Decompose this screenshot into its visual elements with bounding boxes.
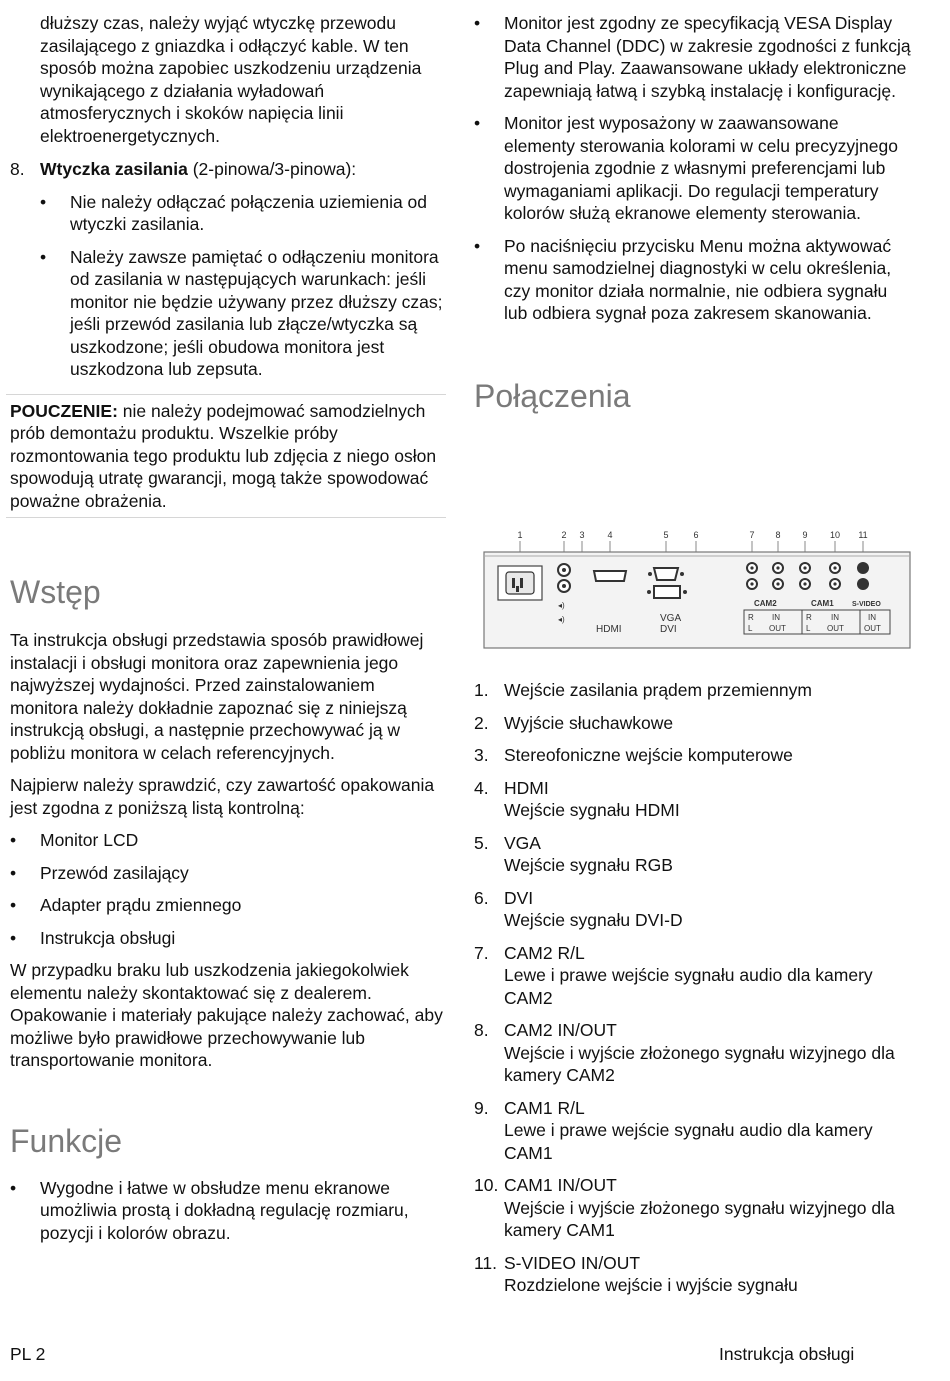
connection-title: Wyjście słuchawkowe <box>504 712 674 733</box>
diagram-l-label: L <box>748 624 753 633</box>
diagram-r-label: R <box>748 613 754 622</box>
feature-bullet <box>474 12 914 102</box>
diagram-number: 10 <box>829 530 841 540</box>
bullet-dot: • <box>10 830 17 850</box>
feature-bullet <box>474 235 914 325</box>
section-heading-funkcje: Funkcje <box>10 1122 123 1159</box>
diagram-out-label: OUT <box>769 624 786 633</box>
bullet-dot: • <box>40 191 47 212</box>
connection-number: 1. <box>474 680 489 700</box>
wstep-paragraph-1: Ta instrukcja obsługi przedstawia sposób prawidłowej instalacji i obsługi monitora oraz zapewnienia jego najwyższej wydajności. Przed zainstalowaniem monitora należy dokładnie zapoznać się z niniejszą instrukcją obsługi, a następnie przechowywać ją w pobliżu monitora w celach referencyjnych. <box>10 630 424 763</box>
connection-item <box>474 1097 914 1165</box>
svideo-in-port-icon <box>857 562 869 574</box>
dvi-label: DVI <box>660 624 677 635</box>
diagram-number: 1 <box>517 530 523 540</box>
footer-title: Instrukcja obsługi <box>719 1344 855 1364</box>
connection-title: DVI <box>504 887 534 908</box>
connection-description: Wejście i wyjście złożonego sygnału wizyjnego dla kamery CAM1 <box>504 1197 895 1240</box>
connections-list <box>474 679 914 1297</box>
connection-number: 11. <box>474 1252 498 1273</box>
diagram-number: 2 <box>561 530 567 540</box>
diagram-number: 3 <box>579 530 585 540</box>
connection-number: 5. <box>474 832 489 853</box>
diagram-out-label: OUT <box>827 624 844 633</box>
vga-port-icon <box>654 568 678 580</box>
connection-title: HDMI <box>504 777 549 798</box>
feature-bullet-text: Wygodne i łatwe w obsłudze menu ekranowe umożliwia prostą i dokładną regulację rozmiaru, pozycji i kolorów obrazu. <box>40 1177 409 1243</box>
wstep-paragraph-3: W przypadku braku lub uszkodzenia jakiegokolwiek elementu należy skontaktować się z dealerem. Opakowanie i materiały pakujące należy zachować, aby możliwe było prawidłowe przechowywanie lub transportowanie monitora. <box>10 960 443 1070</box>
diagram-number: 7 <box>749 530 755 540</box>
connection-description: Wejście i wyjście złożonego sygnału wizyjnego dla kamery CAM2 <box>504 1042 895 1085</box>
feature-bullet-text: Monitor jest wyposażony w zaawansowane elementy sterowania kolorami w celu precyzyjnego dostrojenia zgodnie z własnymi preferencjami lub wymaganiami aplikacji. Do regulacji temperatury kolorów służą ekranowe elementy sterowania. <box>504 113 898 223</box>
feature-bullet-text: Po naciśnięciu przycisku Menu można aktywować menu samodzielnej diagnostyki w celu określenia, czy monitor działa normalnie, nie odbiera sygnału lub odbiera sygnał poza zakresem skanowania. <box>504 235 892 323</box>
connection-number: 9. <box>474 1097 489 1118</box>
bullet-dot: • <box>10 862 17 883</box>
connection-title: CAM1 IN/OUT <box>504 1175 617 1195</box>
connection-description: Lewe i prawe wejście sygnału audio dla kamery CAM2 <box>504 965 873 1008</box>
connection-title: S-VIDEO IN/OUT <box>504 1252 641 1273</box>
hdmi-port-icon <box>594 571 626 581</box>
cam2-label: CAM2 <box>754 599 777 608</box>
diagram-number: 8 <box>775 530 781 540</box>
divider-bottom <box>6 517 446 518</box>
checklist-item <box>10 829 446 852</box>
connection-number: 2. <box>474 712 489 733</box>
left-column <box>10 12 446 1244</box>
connection-description: Wejście sygnału DVI-D <box>504 910 683 930</box>
item-8-bullet-text: Należy zawsze pamiętać o odłączeniu monitora od zasilania w następujących warunkach: jeśli monitor nie będzie używany przez dłuższy czas; jeśli przewód zasilania lub złącze/wtyczka są uszkodzone; jeśli obudowa monitora jest uszkodzona lub zepsuta. <box>70 246 443 379</box>
dvi-port-icon <box>654 586 680 598</box>
connection-description: Wejście sygnału RGB <box>504 855 673 875</box>
hdmi-label: HDMI <box>596 624 622 635</box>
section-heading-wstep: Wstęp <box>10 574 101 610</box>
item-8-title: Wtyczka zasilania <box>40 159 188 179</box>
connection-item <box>474 942 914 1010</box>
bullet-dot: • <box>10 927 17 948</box>
connection-description: Wejście sygnału HDMI <box>504 800 680 820</box>
diagram-in-label: IN <box>772 613 780 622</box>
connection-title: CAM2 R/L <box>504 942 585 963</box>
checklist-item <box>10 927 446 950</box>
right-column <box>474 12 914 415</box>
divider-top <box>6 394 446 395</box>
connection-title: Wejście zasilania prądem przemiennym <box>504 680 812 700</box>
diagram-number: 4 <box>607 530 613 540</box>
item-8-bullet-text: Nie należy odłączać połączenia uziemienia od wtyczki zasilania. <box>70 191 428 234</box>
svg-text:◂): ◂) <box>558 601 565 610</box>
connection-number: 6. <box>474 887 489 908</box>
diagram-r-label: R <box>806 613 812 622</box>
diagram-number: 11 <box>858 530 868 540</box>
feature-bullet-text: Monitor jest zgodny ze specyfikacją VESA Display Data Channel (DDC) w zakresie zgodności z funkcją Plug and Play. Zaawansowane układy elektroniczne zapewniają łatwą i szybką instalację i konfigurację. <box>504 13 911 101</box>
bullet-dot: • <box>10 895 17 915</box>
diagram-l-label: L <box>806 624 811 633</box>
item-8-heading <box>40 158 446 181</box>
diagram-in-label: IN <box>831 613 839 622</box>
diagram-number: 5 <box>663 530 669 540</box>
bullet-dot: • <box>474 113 481 133</box>
connection-title: Stereofoniczne wejście komputerowe <box>504 745 793 765</box>
item-8-bullet <box>10 246 446 381</box>
section-heading-polaczenia: Połączenia <box>474 377 631 414</box>
checklist-item-text: Przewód zasilający <box>40 862 189 883</box>
connection-item <box>474 712 914 735</box>
checklist-item <box>10 862 446 885</box>
feature-bullet <box>10 1177 446 1245</box>
connection-description: Rozdzielone wejście i wyjście sygnału <box>504 1275 798 1295</box>
connection-item <box>474 1019 914 1087</box>
connection-title: VGA <box>504 832 541 853</box>
item-8 <box>10 158 446 181</box>
connector-panel-svg <box>476 528 914 653</box>
bullet-dot: • <box>10 1177 17 1198</box>
warning-label: POUCZENIE: <box>10 400 118 421</box>
svg-text:◂): ◂) <box>558 615 565 624</box>
diagram-number: 6 <box>693 530 699 540</box>
checklist-item-text: Monitor LCD <box>40 830 139 850</box>
intro-continuation: dłuższy czas, należy wyjąć wtyczkę przewodu zasilającego z gniazdka i odłączyć kable. W ten sposób można zapobiec uszkodzeniu urządzenia wynikającego z działania wyładowań atmosferycznych i skoków napięcia linii elektroenergetycznych. <box>40 13 422 146</box>
connection-item <box>474 1252 914 1297</box>
connection-item <box>474 679 914 702</box>
connection-item <box>474 832 914 877</box>
wstep-paragraph-2: Najpierw należy sprawdzić, czy zawartość opakowania jest zgodna z poniższą listą kontrolną: <box>10 775 435 818</box>
diagram-out-label: OUT <box>864 624 881 633</box>
item-8-number: 8. <box>10 159 25 179</box>
svideo-out-port-icon <box>857 578 869 590</box>
connection-item <box>474 887 914 932</box>
item-8-rest: (2-pinowa/3-pinowa): <box>187 159 357 179</box>
bullet-dot: • <box>474 13 481 33</box>
warning-text: nie należy podejmować samodzielnych prób demontażu produktu. Wszelkie próby rozmontowania tego produktu lub zdjęcia z niego osłon spowodują utratę gwarancji, mogą także spowodować poważne obrażenia. <box>10 400 437 511</box>
diagram-number: 9 <box>802 530 808 540</box>
connection-title: CAM1 R/L <box>504 1097 585 1118</box>
connection-item <box>474 777 914 822</box>
connection-number: 10. <box>474 1175 499 1195</box>
connection-description: Lewe i prawe wejście sygnału audio dla kamery CAM1 <box>504 1120 873 1163</box>
page-number: PL 2 <box>10 1344 46 1364</box>
connection-number: 8. <box>474 1020 489 1040</box>
connection-number: 7. <box>474 942 489 963</box>
diagram-in-label: IN <box>868 613 876 622</box>
connection-number: 4. <box>474 777 489 798</box>
connection-item <box>474 1174 914 1242</box>
checklist-item <box>10 894 446 917</box>
bullet-dot: • <box>474 235 481 256</box>
connection-item <box>474 744 914 767</box>
feature-bullet <box>474 112 914 225</box>
item-8-bullet <box>10 191 446 236</box>
bullet-dot: • <box>40 246 47 267</box>
svideo-label: S-VIDEO <box>852 601 881 608</box>
vga-label: VGA <box>660 613 682 624</box>
connector-panel-diagram <box>476 528 914 653</box>
cam1-label: CAM1 <box>811 599 834 608</box>
connection-title: CAM2 IN/OUT <box>504 1020 617 1040</box>
checklist-item-text: Adapter prądu zmiennego <box>40 895 242 915</box>
checklist-item-text: Instrukcja obsługi <box>40 927 176 948</box>
warning-notice <box>10 400 446 513</box>
connection-number: 3. <box>474 745 489 765</box>
